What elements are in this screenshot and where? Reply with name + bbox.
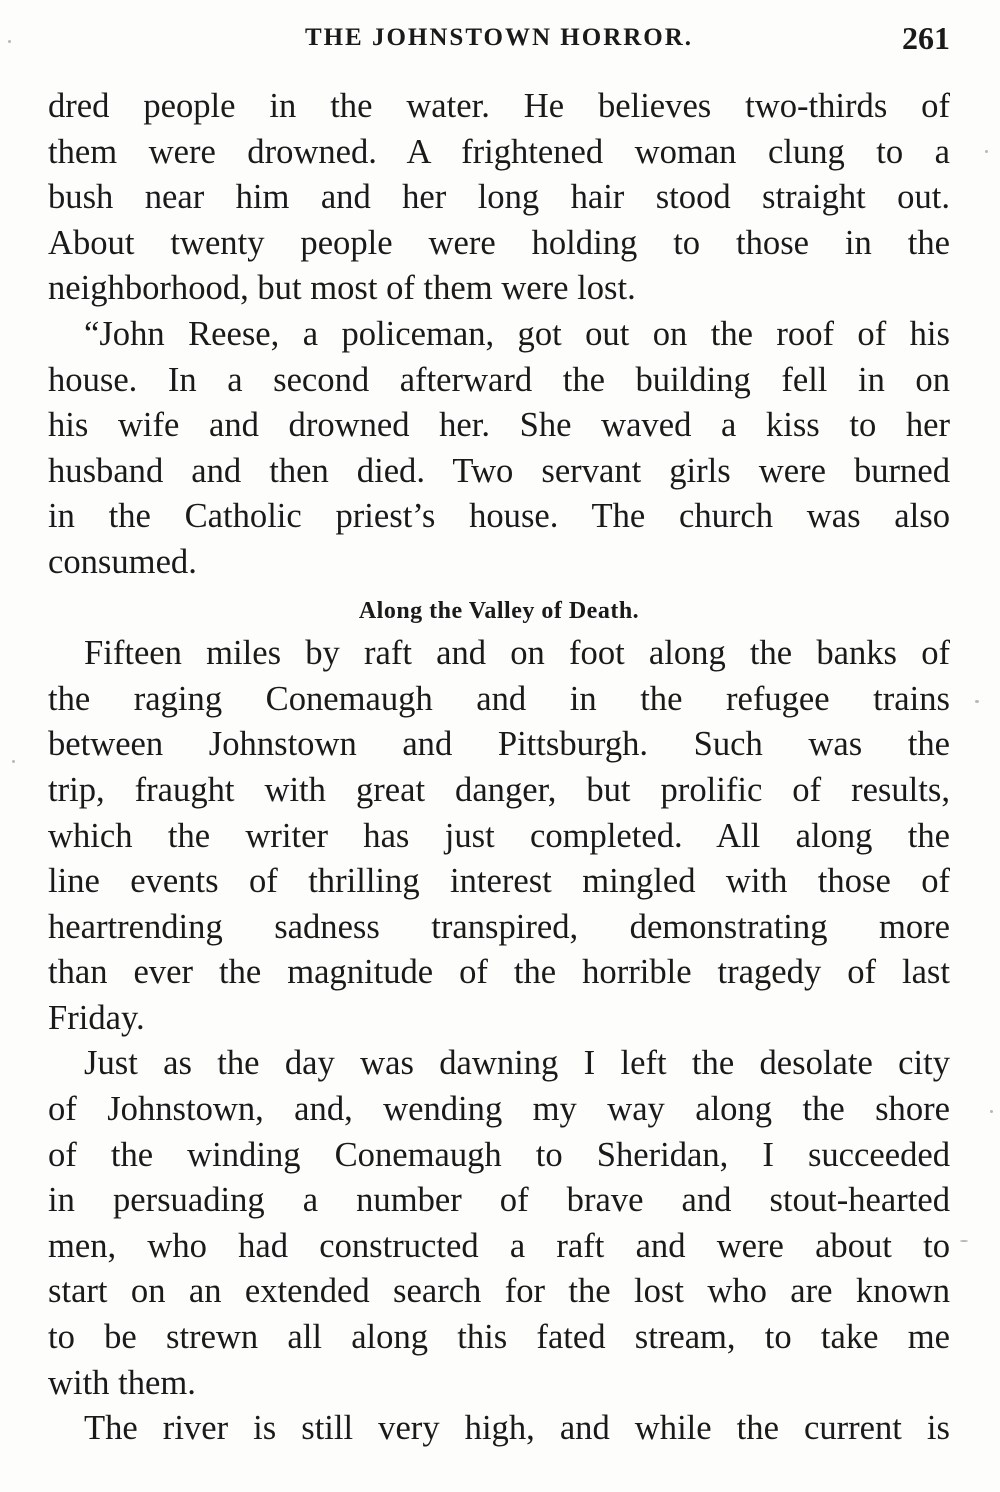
text-line: About twenty people were holding to those in the bbox=[48, 223, 950, 262]
text-line: which the writer has just completed. All along the bbox=[48, 816, 950, 855]
text-line: men, who had constructed a raft and were about to bbox=[48, 1226, 950, 1265]
text-line: neighborhood, but most of them were lost. bbox=[48, 269, 636, 308]
text-line: The river is still very high, and while the current is bbox=[84, 1409, 950, 1448]
text-line: “John Reese, a policeman, got out on the roof of his bbox=[84, 314, 950, 353]
page-number: 261 bbox=[902, 20, 950, 56]
text-line: Friday. bbox=[48, 998, 145, 1037]
text-line: to be strewn all along this fated stream, to take me bbox=[48, 1318, 950, 1357]
scan-speck bbox=[975, 700, 979, 703]
text-line: Fifteen miles by raft and on foot along the banks of bbox=[84, 634, 950, 673]
text-line: heartrending sadness transpired, demonstrating more bbox=[48, 907, 950, 946]
body-text bbox=[48, 84, 950, 1452]
text-line: in the Catholic priest’s house. The church was also bbox=[48, 497, 950, 536]
text-line: of the winding Conemaugh to Sheridan, I succeeded bbox=[48, 1135, 950, 1174]
running-title: THE JOHNSTOWN HORROR. bbox=[304, 24, 694, 51]
text-line: them were drowned. A frightened woman clung to a bbox=[48, 132, 950, 171]
text-line: his wife and drowned her. She waved a kiss to her bbox=[48, 406, 950, 445]
text-line: consumed. bbox=[48, 542, 197, 581]
text-line: bush near him and her long hair stood straight out. bbox=[48, 178, 950, 217]
text-line: of Johnstown, and, wending my way along the shore bbox=[48, 1090, 950, 1129]
scan-speck bbox=[990, 1110, 993, 1113]
text-line: with them. bbox=[48, 1363, 196, 1402]
text-line: Just as the day was dawning I left the desolate city bbox=[84, 1044, 950, 1083]
text-line: between Johnstown and Pittsburgh. Such was the bbox=[48, 725, 950, 764]
text-line: trip, fraught with great danger, but prolific of results, bbox=[48, 770, 950, 809]
text-line: in persuading a number of brave and stout-hearted bbox=[48, 1181, 950, 1220]
scan-speck bbox=[12, 760, 15, 763]
scan-speck bbox=[960, 1240, 968, 1242]
text-line: start on an extended search for the lost who are known bbox=[48, 1272, 950, 1311]
text-line: line events of thrilling interest mingled with those of bbox=[48, 862, 950, 901]
running-head bbox=[48, 18, 950, 58]
text-line: dred people in the water. He believes two-thirds of bbox=[48, 87, 950, 125]
scan-speck bbox=[985, 150, 988, 153]
text-line: house. In a second afterward the building fell in on bbox=[48, 360, 950, 399]
text-line: the raging Conemaugh and in the refugee trains bbox=[48, 679, 950, 718]
text-line: than ever the magnitude of the horrible tragedy of last bbox=[48, 953, 950, 992]
scan-speck bbox=[8, 40, 11, 43]
text-line: husband and then died. Two servant girls were burned bbox=[48, 451, 950, 490]
section-heading: Along the Valley of Death. bbox=[358, 597, 640, 624]
